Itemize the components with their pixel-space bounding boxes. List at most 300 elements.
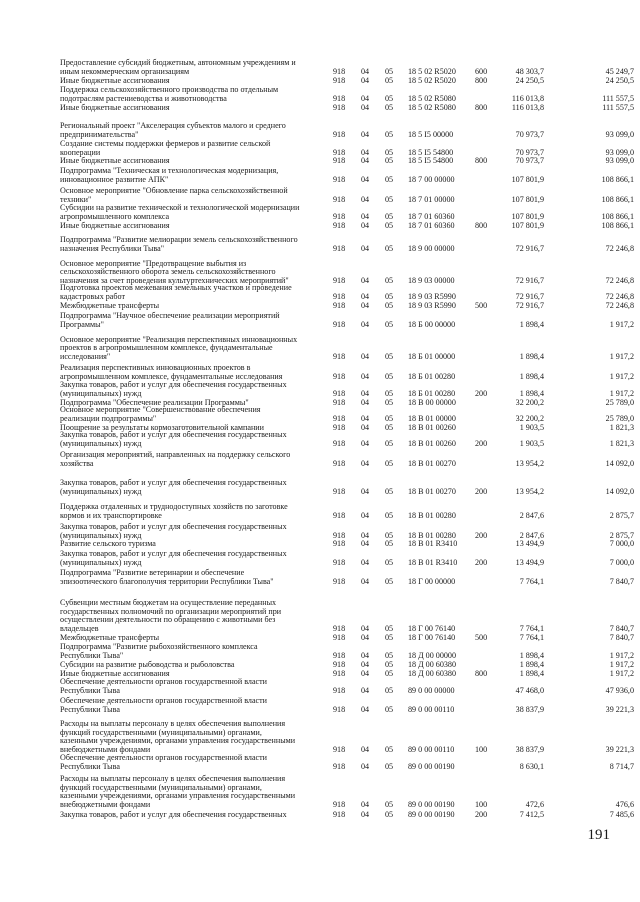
amount-year-2: 93 099,0 xyxy=(605,130,634,140)
item-name-line: Расходы на выплаты персоналу в целях обеспечения выполнения xyxy=(60,718,286,728)
section-code: 04 xyxy=(361,389,370,399)
target-article-code: 89 0 00 00000 xyxy=(408,686,455,696)
item-name xyxy=(60,678,318,696)
item-name-line: агропромышленного комплекса xyxy=(60,212,170,222)
section-code: 04 xyxy=(361,531,370,541)
amount-year-2: 111 557,5 xyxy=(602,94,634,104)
item-name-line: Подпрограмма "Развитие ветеринарии и обеспечение xyxy=(60,568,245,578)
item-name-line: кормов и их транспортировке xyxy=(60,511,162,521)
amount-year-1: 1 898,4 xyxy=(519,320,544,330)
table-row xyxy=(0,222,640,231)
item-name xyxy=(60,236,318,254)
item-name-line: Субвенции местным бюджетам на осуществление переданных xyxy=(60,597,277,607)
section-code: 04 xyxy=(361,633,370,643)
target-article-code: 18 Г 00 76140 xyxy=(408,624,456,634)
grbs-code: 918 xyxy=(333,175,346,185)
target-article-code: 18 В 01 00260 xyxy=(408,439,456,449)
amount-year-2: 2 875,7 xyxy=(609,531,634,541)
section-code: 04 xyxy=(361,487,370,497)
section-code: 04 xyxy=(361,76,370,86)
item-name-line: функций государственными (муниципальными) органами, xyxy=(60,782,262,792)
grbs-code: 918 xyxy=(333,800,346,810)
subsection-code: 05 xyxy=(385,686,394,696)
subsection-code: 05 xyxy=(385,633,394,643)
subsection-code: 05 xyxy=(385,660,394,670)
subsection-code: 05 xyxy=(385,487,394,497)
grbs-code: 918 xyxy=(333,221,346,231)
grbs-code: 918 xyxy=(333,705,346,715)
expense-type-code: 800 xyxy=(475,103,488,113)
amount-year-1: 38 837,9 xyxy=(515,745,544,755)
section-code: 04 xyxy=(361,624,370,634)
subsection-code: 05 xyxy=(385,558,394,568)
item-name-line: Развитие сельского туризма xyxy=(60,539,156,549)
table-row xyxy=(0,59,640,77)
item-name xyxy=(60,720,318,755)
subsection-code: 05 xyxy=(385,195,394,205)
item-name xyxy=(60,431,318,449)
amount-year-1: 107 801,9 xyxy=(511,221,544,231)
item-name-line: Закупка товаров, работ и услуг для обеспечения государственных xyxy=(60,478,287,488)
amount-year-2: 108 866,1 xyxy=(601,195,634,205)
grbs-code: 918 xyxy=(333,810,346,820)
target-article-code: 18 5 I5 00000 xyxy=(408,130,454,140)
item-name xyxy=(60,104,318,113)
target-article-code: 18 5 02 R5020 xyxy=(408,67,456,77)
target-article-code: 18 В 01 00000 xyxy=(408,414,456,424)
subsection-code: 05 xyxy=(385,745,394,755)
amount-year-2: 24 250,5 xyxy=(605,76,634,86)
amount-year-1: 7 764,1 xyxy=(519,624,544,634)
item-name-line: Республики Тыва" xyxy=(60,651,124,661)
item-name-line: Закупка товаров, работ и услуг для обеспечения государственных xyxy=(60,522,287,532)
amount-year-1: 70 973,7 xyxy=(515,148,544,158)
item-name-line: иным некоммерческим организациям xyxy=(60,67,190,77)
grbs-code: 918 xyxy=(333,558,346,568)
table-row xyxy=(0,312,640,330)
target-article-code: 89 0 00 00190 xyxy=(408,762,455,772)
table-row xyxy=(0,431,640,449)
amount-year-2: 14 092,0 xyxy=(605,459,634,469)
item-name xyxy=(60,364,318,382)
grbs-code: 918 xyxy=(333,156,346,166)
table-row xyxy=(0,503,640,521)
table-row xyxy=(0,569,640,587)
amount-year-1: 70 973,7 xyxy=(515,130,544,140)
item-name-line: инновационное развитие АПК" xyxy=(60,175,169,185)
item-name-line: Закупка товаров, работ и услуг для обеспечения государственных xyxy=(60,430,287,440)
amount-year-1: 70 973,7 xyxy=(515,156,544,166)
target-article-code: 18 5 I5 54800 xyxy=(408,148,454,158)
grbs-code: 918 xyxy=(333,76,346,86)
table-row xyxy=(0,406,640,424)
target-article-code: 18 9 00 00000 xyxy=(408,244,455,254)
subsection-code: 05 xyxy=(385,414,394,424)
grbs-code: 918 xyxy=(333,389,346,399)
table-row xyxy=(0,122,640,140)
target-article-code: 18 В 01 00280 xyxy=(408,531,456,541)
item-name xyxy=(60,167,318,185)
subsection-code: 05 xyxy=(385,398,394,408)
target-article-code: 18 В 01 00270 xyxy=(408,459,456,469)
target-article-code: 18 7 00 00000 xyxy=(408,175,455,185)
subsection-code: 05 xyxy=(385,94,394,104)
grbs-code: 918 xyxy=(333,439,346,449)
amount-year-2: 39 221,3 xyxy=(605,745,634,755)
item-name-line: Организация мероприятий, направленных на поддержку сельского xyxy=(60,450,291,460)
item-name-line: Предоставление субсидий бюджетным, автономным учреждениям и xyxy=(60,58,296,68)
section-code: 04 xyxy=(361,276,370,286)
grbs-code: 918 xyxy=(333,320,346,330)
amount-year-1: 7 412,5 xyxy=(519,810,544,820)
table-row xyxy=(0,479,640,497)
item-name-line: Республики Тыва xyxy=(60,686,120,696)
table-row xyxy=(0,775,640,810)
expense-type-code: 100 xyxy=(475,800,488,810)
amount-year-1: 7 764,1 xyxy=(519,577,544,587)
item-name-line: Подпрограмма "Научное обеспечение реализации мероприятий xyxy=(60,311,280,321)
table-row xyxy=(0,381,640,399)
target-article-code: 18 В 00 00000 xyxy=(408,398,456,408)
section-code: 04 xyxy=(361,800,370,810)
item-name-line: техники" xyxy=(60,195,92,205)
item-name-line: Реализация перспективных инновационных проектов в xyxy=(60,363,251,373)
item-name-line: Республики Тыва xyxy=(60,705,120,715)
amount-year-1: 1 903,5 xyxy=(519,423,544,433)
subsection-code: 05 xyxy=(385,624,394,634)
subsection-code: 05 xyxy=(385,320,394,330)
grbs-code: 918 xyxy=(333,398,346,408)
table-row xyxy=(0,678,640,696)
section-code: 04 xyxy=(361,175,370,185)
section-code: 04 xyxy=(361,762,370,772)
item-name-line: Подпрограмма "Техническая и технологическая модернизация, xyxy=(60,166,279,176)
section-code: 04 xyxy=(361,459,370,469)
grbs-code: 918 xyxy=(333,651,346,661)
expense-type-code: 500 xyxy=(475,301,488,311)
target-article-code: 18 9 03 00000 xyxy=(408,276,455,286)
expense-type-code: 600 xyxy=(475,67,488,77)
section-code: 04 xyxy=(361,810,370,820)
table-row xyxy=(0,540,640,549)
amount-year-2: 39 221,3 xyxy=(605,705,634,715)
item-name-line: (муниципальных) нужд xyxy=(60,389,142,399)
section-code: 04 xyxy=(361,195,370,205)
section-code: 04 xyxy=(361,669,370,679)
section-code: 04 xyxy=(361,221,370,231)
amount-year-2: 1 917,2 xyxy=(609,651,634,661)
item-name-line: Субсидии на развитие рыбоводства и рыболовства xyxy=(60,660,235,670)
item-name-line: Закупка товаров, работ и услуг для обеспечения государственных xyxy=(60,810,287,820)
item-name-line: кадастровых работ xyxy=(60,292,125,302)
subsection-code: 05 xyxy=(385,423,394,433)
section-code: 04 xyxy=(361,244,370,254)
item-name xyxy=(60,59,318,77)
section-code: 04 xyxy=(361,156,370,166)
item-name-line: Поддержка сельскохозяйственного производства по отдельным xyxy=(60,85,279,95)
table-row xyxy=(0,86,640,104)
item-name-line: внебюджетными фондами xyxy=(60,745,151,755)
item-name-line: агропромышленном комплексе, фундаментальные исследования xyxy=(60,372,283,382)
section-code: 04 xyxy=(361,301,370,311)
section-code: 04 xyxy=(361,705,370,715)
item-name-line: Расходы на выплаты персоналу в целях обеспечения выполнения xyxy=(60,773,286,783)
amount-year-1: 38 837,9 xyxy=(515,705,544,715)
target-article-code: 18 Б 01 00000 xyxy=(408,352,456,362)
amount-year-1: 13 494,9 xyxy=(515,558,544,568)
item-name-line: Основное мероприятие "Предотвращение выбытия из xyxy=(60,258,247,268)
item-name xyxy=(60,599,318,634)
item-name-line: владельцев xyxy=(60,624,99,634)
item-name-line: Создание системы поддержки фермеров и развитие сельской xyxy=(60,139,271,149)
amount-year-2: 8 714,7 xyxy=(609,762,634,772)
amount-year-2: 111 557,5 xyxy=(602,103,634,113)
item-name-line: Обеспечение деятельности органов государственной власти xyxy=(60,677,268,687)
item-name-line: подотраслям растениеводства и животноводства xyxy=(60,94,227,104)
subsection-code: 05 xyxy=(385,372,394,382)
item-name-line: Подпрограмма "Развитие мелиорации земель сельскохозяйственного xyxy=(60,235,298,245)
subsection-code: 05 xyxy=(385,301,394,311)
amount-year-2: 108 866,1 xyxy=(601,221,634,231)
item-name-line: Региональный проект "Акселерация субъектов малого и среднего xyxy=(60,121,286,131)
amount-year-2: 72 246,8 xyxy=(605,292,634,302)
grbs-code: 918 xyxy=(333,745,346,755)
item-name-line: функций государственными (муниципальными) органами, xyxy=(60,727,262,737)
subsection-code: 05 xyxy=(385,130,394,140)
item-name xyxy=(60,775,318,810)
item-name-line: Подпрограмма "Обеспечение реализации Программы" xyxy=(60,398,249,408)
target-article-code: 89 0 00 00110 xyxy=(408,745,455,755)
item-name-line: Подготовка проектов межевания земельных участков и проведение xyxy=(60,283,292,293)
amount-year-1: 1 903,5 xyxy=(519,439,544,449)
subsection-code: 05 xyxy=(385,762,394,772)
amount-year-1: 72 916,7 xyxy=(515,292,544,302)
expense-type-code: 200 xyxy=(475,558,488,568)
item-name xyxy=(60,550,318,568)
amount-year-2: 1 917,2 xyxy=(609,320,634,330)
table-row xyxy=(0,643,640,661)
item-name xyxy=(60,540,318,549)
table-row xyxy=(0,811,640,820)
target-article-code: 18 5 02 R5080 xyxy=(408,103,456,113)
amount-year-1: 107 801,9 xyxy=(511,195,544,205)
target-article-code: 18 Д 00 00000 xyxy=(408,651,457,661)
item-name-line: Закупка товаров, работ и услуг для обеспечения государственных xyxy=(60,549,287,559)
grbs-code: 918 xyxy=(333,531,346,541)
item-name-line: предпринимательства" xyxy=(60,130,139,140)
subsection-code: 05 xyxy=(385,244,394,254)
amount-year-1: 1 898,4 xyxy=(519,372,544,382)
subsection-code: 05 xyxy=(385,669,394,679)
item-name-line: Закупка товаров, работ и услуг для обеспечения государственных xyxy=(60,380,287,390)
grbs-code: 918 xyxy=(333,686,346,696)
item-name xyxy=(60,260,318,286)
target-article-code: 18 9 03 R5990 xyxy=(408,292,456,302)
item-name-line: проектов в агропромышленном комплексе, фундаментальные xyxy=(60,343,273,353)
item-name-line: хозяйства xyxy=(60,459,94,469)
item-name xyxy=(60,569,318,587)
grbs-code: 918 xyxy=(333,103,346,113)
amount-year-1: 7 764,1 xyxy=(519,633,544,643)
amount-year-2: 7 840,7 xyxy=(609,633,634,643)
item-name-line: (муниципальных) нужд xyxy=(60,531,142,541)
item-name-line: государственных полномочий по организации мероприятий при xyxy=(60,606,282,616)
amount-year-2: 47 936,0 xyxy=(605,686,634,696)
amount-year-2: 1 917,2 xyxy=(609,660,634,670)
target-article-code: 18 Б 00 00000 xyxy=(408,320,456,330)
target-article-code: 18 В 01 00270 xyxy=(408,487,456,497)
item-name-line: (муниципальных) нужд xyxy=(60,558,142,568)
item-name-line: назначения Республики Тыва" xyxy=(60,244,165,254)
amount-year-1: 107 801,9 xyxy=(511,212,544,222)
subsection-code: 05 xyxy=(385,511,394,521)
item-name-line: Поощрение за результаты кормозаготовительной кампании xyxy=(60,423,264,433)
grbs-code: 918 xyxy=(333,94,346,104)
item-name-line: сельскохозяйственного оборота земель сельскохозяйственного xyxy=(60,267,276,277)
expense-type-code: 800 xyxy=(475,221,488,231)
amount-year-2: 72 246,8 xyxy=(605,276,634,286)
amount-year-1: 47 468,0 xyxy=(515,686,544,696)
amount-year-2: 72 246,8 xyxy=(605,301,634,311)
section-code: 04 xyxy=(361,423,370,433)
item-name-line: казенными учреждениями, органами управления государственными xyxy=(60,736,296,746)
amount-year-1: 116 013,8 xyxy=(511,103,544,113)
grbs-code: 918 xyxy=(333,67,346,77)
target-article-code: 18 7 01 60360 xyxy=(408,221,455,231)
amount-year-1: 24 250,5 xyxy=(515,76,544,86)
item-name-line: (муниципальных) нужд xyxy=(60,439,142,449)
grbs-code: 918 xyxy=(333,148,346,158)
target-article-code: 18 Д 00 60380 xyxy=(408,669,457,679)
grbs-code: 918 xyxy=(333,212,346,222)
amount-year-2: 25 789,0 xyxy=(605,414,634,424)
grbs-code: 918 xyxy=(333,130,346,140)
item-name-line: внебюджетными фондами xyxy=(60,800,151,810)
subsection-code: 05 xyxy=(385,389,394,399)
item-name-line: Поддержка отдаленных и труднодоступных хозяйств по заготовке xyxy=(60,502,288,512)
item-name xyxy=(60,643,318,661)
grbs-code: 918 xyxy=(333,511,346,521)
amount-year-1: 72 916,7 xyxy=(515,244,544,254)
table-row xyxy=(0,754,640,772)
amount-year-1: 32 200,2 xyxy=(515,414,544,424)
item-name-line: Обеспечение деятельности органов государственной власти xyxy=(60,753,268,763)
target-article-code: 18 7 01 00000 xyxy=(408,195,455,205)
expense-type-code: 200 xyxy=(475,531,488,541)
table-row xyxy=(0,236,640,254)
table-row xyxy=(0,302,640,311)
table-row xyxy=(0,260,640,286)
amount-year-1: 2 847,6 xyxy=(519,531,544,541)
subsection-code: 05 xyxy=(385,439,394,449)
subsection-code: 05 xyxy=(385,352,394,362)
table-row xyxy=(0,167,640,185)
grbs-code: 918 xyxy=(333,660,346,670)
target-article-code: 18 5 I5 54800 xyxy=(408,156,454,166)
grbs-code: 918 xyxy=(333,244,346,254)
subsection-code: 05 xyxy=(385,103,394,113)
table-row xyxy=(0,104,640,113)
subsection-code: 05 xyxy=(385,212,394,222)
amount-year-1: 1 898,4 xyxy=(519,660,544,670)
grbs-code: 918 xyxy=(333,195,346,205)
amount-year-2: 1 917,2 xyxy=(609,372,634,382)
item-name-line: Республики Тыва xyxy=(60,762,120,772)
section-code: 04 xyxy=(361,320,370,330)
amount-year-1: 13 494,9 xyxy=(515,539,544,549)
table-row xyxy=(0,364,640,382)
amount-year-2: 14 092,0 xyxy=(605,487,634,497)
amount-year-2: 93 099,0 xyxy=(605,156,634,166)
grbs-code: 918 xyxy=(333,633,346,643)
subsection-code: 05 xyxy=(385,539,394,549)
subsection-code: 05 xyxy=(385,651,394,661)
amount-year-1: 48 303,7 xyxy=(515,67,544,77)
target-article-code: 89 0 00 00110 xyxy=(408,705,455,715)
subsection-code: 05 xyxy=(385,810,394,820)
expense-type-code: 800 xyxy=(475,156,488,166)
amount-year-2: 7 000,0 xyxy=(609,539,634,549)
target-article-code: 18 Г 00 00000 xyxy=(408,577,456,587)
subsection-code: 05 xyxy=(385,800,394,810)
target-article-code: 18 В 01 R3410 xyxy=(408,539,458,549)
section-code: 04 xyxy=(361,558,370,568)
amount-year-1: 32 200,2 xyxy=(515,398,544,408)
section-code: 04 xyxy=(361,651,370,661)
amount-year-1: 72 916,7 xyxy=(515,301,544,311)
amount-year-1: 107 801,9 xyxy=(511,175,544,185)
amount-year-2: 2 875,7 xyxy=(609,511,634,521)
expense-type-code: 200 xyxy=(475,487,488,497)
amount-year-1: 13 954,2 xyxy=(515,459,544,469)
item-name-line: эпизоотического благополучия территории Республики Тыва" xyxy=(60,577,274,587)
subsection-code: 05 xyxy=(385,292,394,302)
expense-type-code: 100 xyxy=(475,745,488,755)
amount-year-1: 13 954,2 xyxy=(515,487,544,497)
page-number: 191 xyxy=(587,827,610,843)
amount-year-2: 7 000,0 xyxy=(609,558,634,568)
target-article-code: 18 Б 01 00280 xyxy=(408,389,456,399)
target-article-code: 18 5 02 R5080 xyxy=(408,94,456,104)
item-name-line: Основное мероприятие "Обновление парка сельскохозяйственной xyxy=(60,186,288,196)
item-name-line: (муниципальных) нужд xyxy=(60,487,142,497)
amount-year-2: 93 099,0 xyxy=(605,148,634,158)
amount-year-2: 476,6 xyxy=(615,800,634,810)
item-name-line: Субсидии на развитие технической и технологической модернизации xyxy=(60,203,300,213)
grbs-code: 918 xyxy=(333,487,346,497)
table-row xyxy=(0,720,640,755)
amount-year-2: 1 917,2 xyxy=(609,669,634,679)
target-article-code: 89 0 00 00190 xyxy=(408,800,455,810)
grbs-code: 918 xyxy=(333,459,346,469)
amount-year-2: 1 917,2 xyxy=(609,389,634,399)
expense-type-code: 800 xyxy=(475,76,488,86)
grbs-code: 918 xyxy=(333,301,346,311)
item-name-line: Основное мероприятие "Реализация перспективных инновационных xyxy=(60,334,298,344)
subsection-code: 05 xyxy=(385,156,394,166)
item-name-line: Подпрограмма "Развитие рыбохозяйственного комплекса xyxy=(60,642,258,652)
section-code: 04 xyxy=(361,130,370,140)
amount-year-1: 116 013,8 xyxy=(511,94,544,104)
amount-year-2: 1 821,3 xyxy=(609,423,634,433)
item-name xyxy=(60,312,318,330)
section-code: 04 xyxy=(361,67,370,77)
subsection-code: 05 xyxy=(385,221,394,231)
amount-year-2: 7 840,7 xyxy=(609,624,634,634)
expense-type-code: 800 xyxy=(475,669,488,679)
amount-year-1: 1 898,4 xyxy=(519,389,544,399)
target-article-code: 18 Г 00 76140 xyxy=(408,633,456,643)
